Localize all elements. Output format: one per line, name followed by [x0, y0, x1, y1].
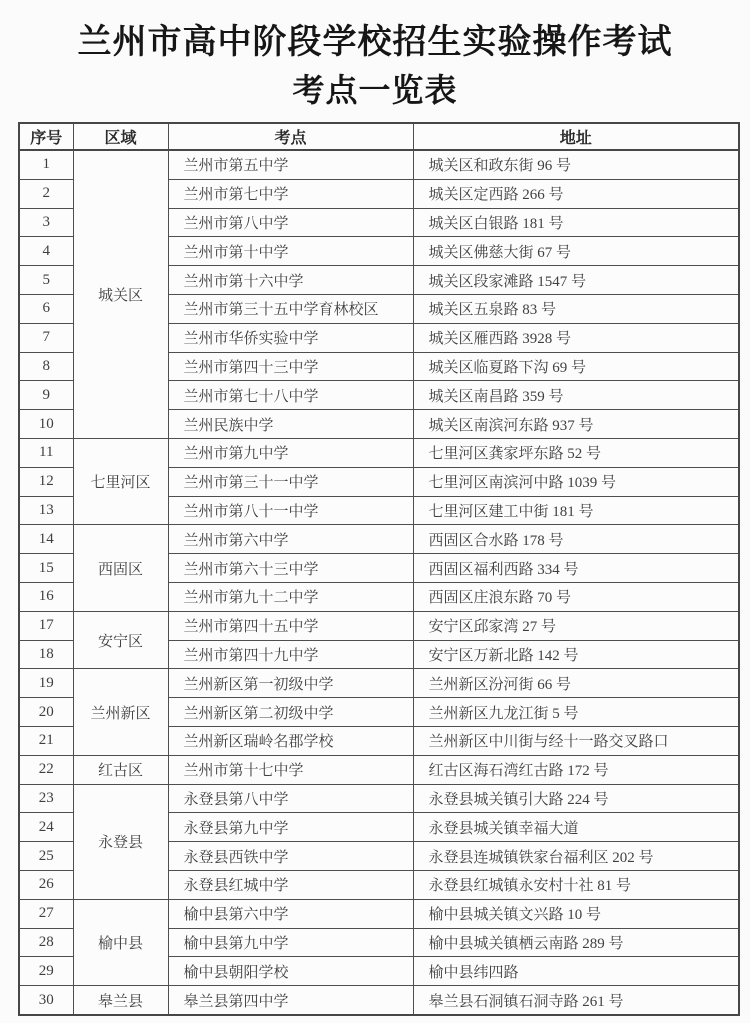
address-cell: 西固区庄浪东路 70 号 [413, 582, 739, 611]
address-cell: 永登县红城镇永安村十社 81 号 [413, 870, 739, 899]
site-cell: 兰州市第十六中学 [168, 266, 413, 295]
site-cell: 兰州市第六十三中学 [168, 554, 413, 583]
site-cell: 兰州新区第二初级中学 [168, 698, 413, 727]
site-cell: 兰州市第七中学 [168, 179, 413, 208]
row-number-cell: 15 [19, 554, 73, 583]
table-row [19, 525, 739, 554]
row-number-cell: 20 [19, 698, 73, 727]
address-cell: 城关区佛慈大街 67 号 [413, 237, 739, 266]
address-cell: 西固区合水路 178 号 [413, 525, 739, 554]
site-cell: 兰州市第八中学 [168, 208, 413, 237]
table-row [19, 611, 739, 640]
address-cell: 兰州新区汾河街 66 号 [413, 669, 739, 698]
site-cell: 兰州市第六中学 [168, 525, 413, 554]
site-cell: 皋兰县第四中学 [168, 986, 413, 1015]
region-cell: 红古区 [73, 755, 168, 784]
address-cell: 永登县城关镇引大路 224 号 [413, 784, 739, 813]
site-cell: 永登县第八中学 [168, 784, 413, 813]
site-cell: 兰州市第十中学 [168, 237, 413, 266]
site-cell: 永登县第九中学 [168, 813, 413, 842]
table-row [19, 150, 739, 179]
row-number-cell: 3 [19, 208, 73, 237]
header-row [19, 123, 739, 150]
table-row [19, 986, 739, 1015]
header-region: 区域 [73, 123, 168, 150]
site-cell: 兰州市第四十五中学 [168, 611, 413, 640]
row-number-cell: 11 [19, 438, 73, 467]
site-cell: 兰州市第四十三中学 [168, 352, 413, 381]
address-cell: 城关区五泉路 83 号 [413, 294, 739, 323]
site-cell: 永登县红城中学 [168, 870, 413, 899]
region-cell: 永登县 [73, 784, 168, 899]
address-cell: 西固区福利西路 334 号 [413, 554, 739, 583]
site-cell: 榆中县朝阳学校 [168, 957, 413, 986]
row-number-cell: 6 [19, 294, 73, 323]
row-number-cell: 18 [19, 640, 73, 669]
row-number-cell: 10 [19, 410, 73, 439]
address-cell: 城关区白银路 181 号 [413, 208, 739, 237]
address-cell: 兰州新区中川街与经十一路交叉路口 [413, 726, 739, 755]
region-cell: 七里河区 [73, 438, 168, 524]
row-number-cell: 12 [19, 467, 73, 496]
address-cell: 城关区和政东街 96 号 [413, 150, 739, 179]
region-cell: 榆中县 [73, 899, 168, 985]
site-cell: 兰州新区第一初级中学 [168, 669, 413, 698]
site-cell: 兰州市第三十一中学 [168, 467, 413, 496]
row-number-cell: 30 [19, 986, 73, 1015]
exam-sites-table [18, 122, 740, 1016]
row-number-cell: 4 [19, 237, 73, 266]
row-number-cell: 28 [19, 928, 73, 957]
table-row [19, 755, 739, 784]
address-cell: 七里河区龚家坪东路 52 号 [413, 438, 739, 467]
header-address: 地址 [413, 123, 739, 150]
address-cell: 城关区雁西路 3928 号 [413, 323, 739, 352]
site-cell: 兰州市华侨实验中学 [168, 323, 413, 352]
region-cell: 西固区 [73, 525, 168, 611]
row-number-cell: 17 [19, 611, 73, 640]
row-number-cell: 27 [19, 899, 73, 928]
address-cell: 永登县城关镇幸福大道 [413, 813, 739, 842]
header-no: 序号 [19, 123, 73, 150]
address-cell: 榆中县城关镇栖云南路 289 号 [413, 928, 739, 957]
address-cell: 七里河区南滨河中路 1039 号 [413, 467, 739, 496]
row-number-cell: 9 [19, 381, 73, 410]
site-cell: 兰州市第五中学 [168, 150, 413, 179]
row-number-cell: 29 [19, 957, 73, 986]
site-cell: 永登县西铁中学 [168, 842, 413, 871]
region-cell: 城关区 [73, 150, 168, 438]
address-cell: 七里河区建工中街 181 号 [413, 496, 739, 525]
address-cell: 榆中县城关镇文兴路 10 号 [413, 899, 739, 928]
address-cell: 安宁区万新北路 142 号 [413, 640, 739, 669]
site-cell: 榆中县第九中学 [168, 928, 413, 957]
row-number-cell: 14 [19, 525, 73, 554]
table-row [19, 669, 739, 698]
row-number-cell: 7 [19, 323, 73, 352]
address-cell: 榆中县纬四路 [413, 957, 739, 986]
page-title: 兰州市高中阶段学校招生实验操作考试 [77, 23, 673, 61]
header-site: 考点 [168, 123, 413, 150]
site-cell: 兰州市第八十一中学 [168, 496, 413, 525]
site-cell: 榆中县第六中学 [168, 899, 413, 928]
address-cell: 城关区定西路 266 号 [413, 179, 739, 208]
site-cell: 兰州市第九十二中学 [168, 582, 413, 611]
page-subtitle: 考点一览表 [292, 72, 458, 108]
site-cell: 兰州市第九中学 [168, 438, 413, 467]
region-cell: 安宁区 [73, 611, 168, 669]
row-number-cell: 21 [19, 726, 73, 755]
row-number-cell: 24 [19, 813, 73, 842]
table-row [19, 438, 739, 467]
address-cell: 永登县连城镇铁家台福利区 202 号 [413, 842, 739, 871]
row-number-cell: 19 [19, 669, 73, 698]
row-number-cell: 16 [19, 582, 73, 611]
site-cell: 兰州新区瑞岭名郡学校 [168, 726, 413, 755]
address-cell: 红古区海石湾红古路 172 号 [413, 755, 739, 784]
address-cell: 城关区临夏路下沟 69 号 [413, 352, 739, 381]
row-number-cell: 8 [19, 352, 73, 381]
row-number-cell: 1 [19, 150, 73, 179]
region-cell: 兰州新区 [73, 669, 168, 755]
address-cell: 兰州新区九龙江街 5 号 [413, 698, 739, 727]
site-cell: 兰州市第四十九中学 [168, 640, 413, 669]
address-cell: 城关区南昌路 359 号 [413, 381, 739, 410]
table-row [19, 899, 739, 928]
row-number-cell: 23 [19, 784, 73, 813]
row-number-cell: 26 [19, 870, 73, 899]
region-cell: 皋兰县 [73, 986, 168, 1015]
row-number-cell: 5 [19, 266, 73, 295]
row-number-cell: 13 [19, 496, 73, 525]
row-number-cell: 25 [19, 842, 73, 871]
row-number-cell: 2 [19, 179, 73, 208]
address-cell: 皋兰县石洞镇石洞寺路 261 号 [413, 986, 739, 1015]
table-row [19, 784, 739, 813]
site-cell: 兰州市第十七中学 [168, 755, 413, 784]
site-cell: 兰州市第七十八中学 [168, 381, 413, 410]
address-cell: 城关区南滨河东路 937 号 [413, 410, 739, 439]
address-cell: 城关区段家滩路 1547 号 [413, 266, 739, 295]
site-cell: 兰州市第三十五中学育林校区 [168, 294, 413, 323]
row-number-cell: 22 [19, 755, 73, 784]
site-cell: 兰州民族中学 [168, 410, 413, 439]
address-cell: 安宁区邱家湾 27 号 [413, 611, 739, 640]
